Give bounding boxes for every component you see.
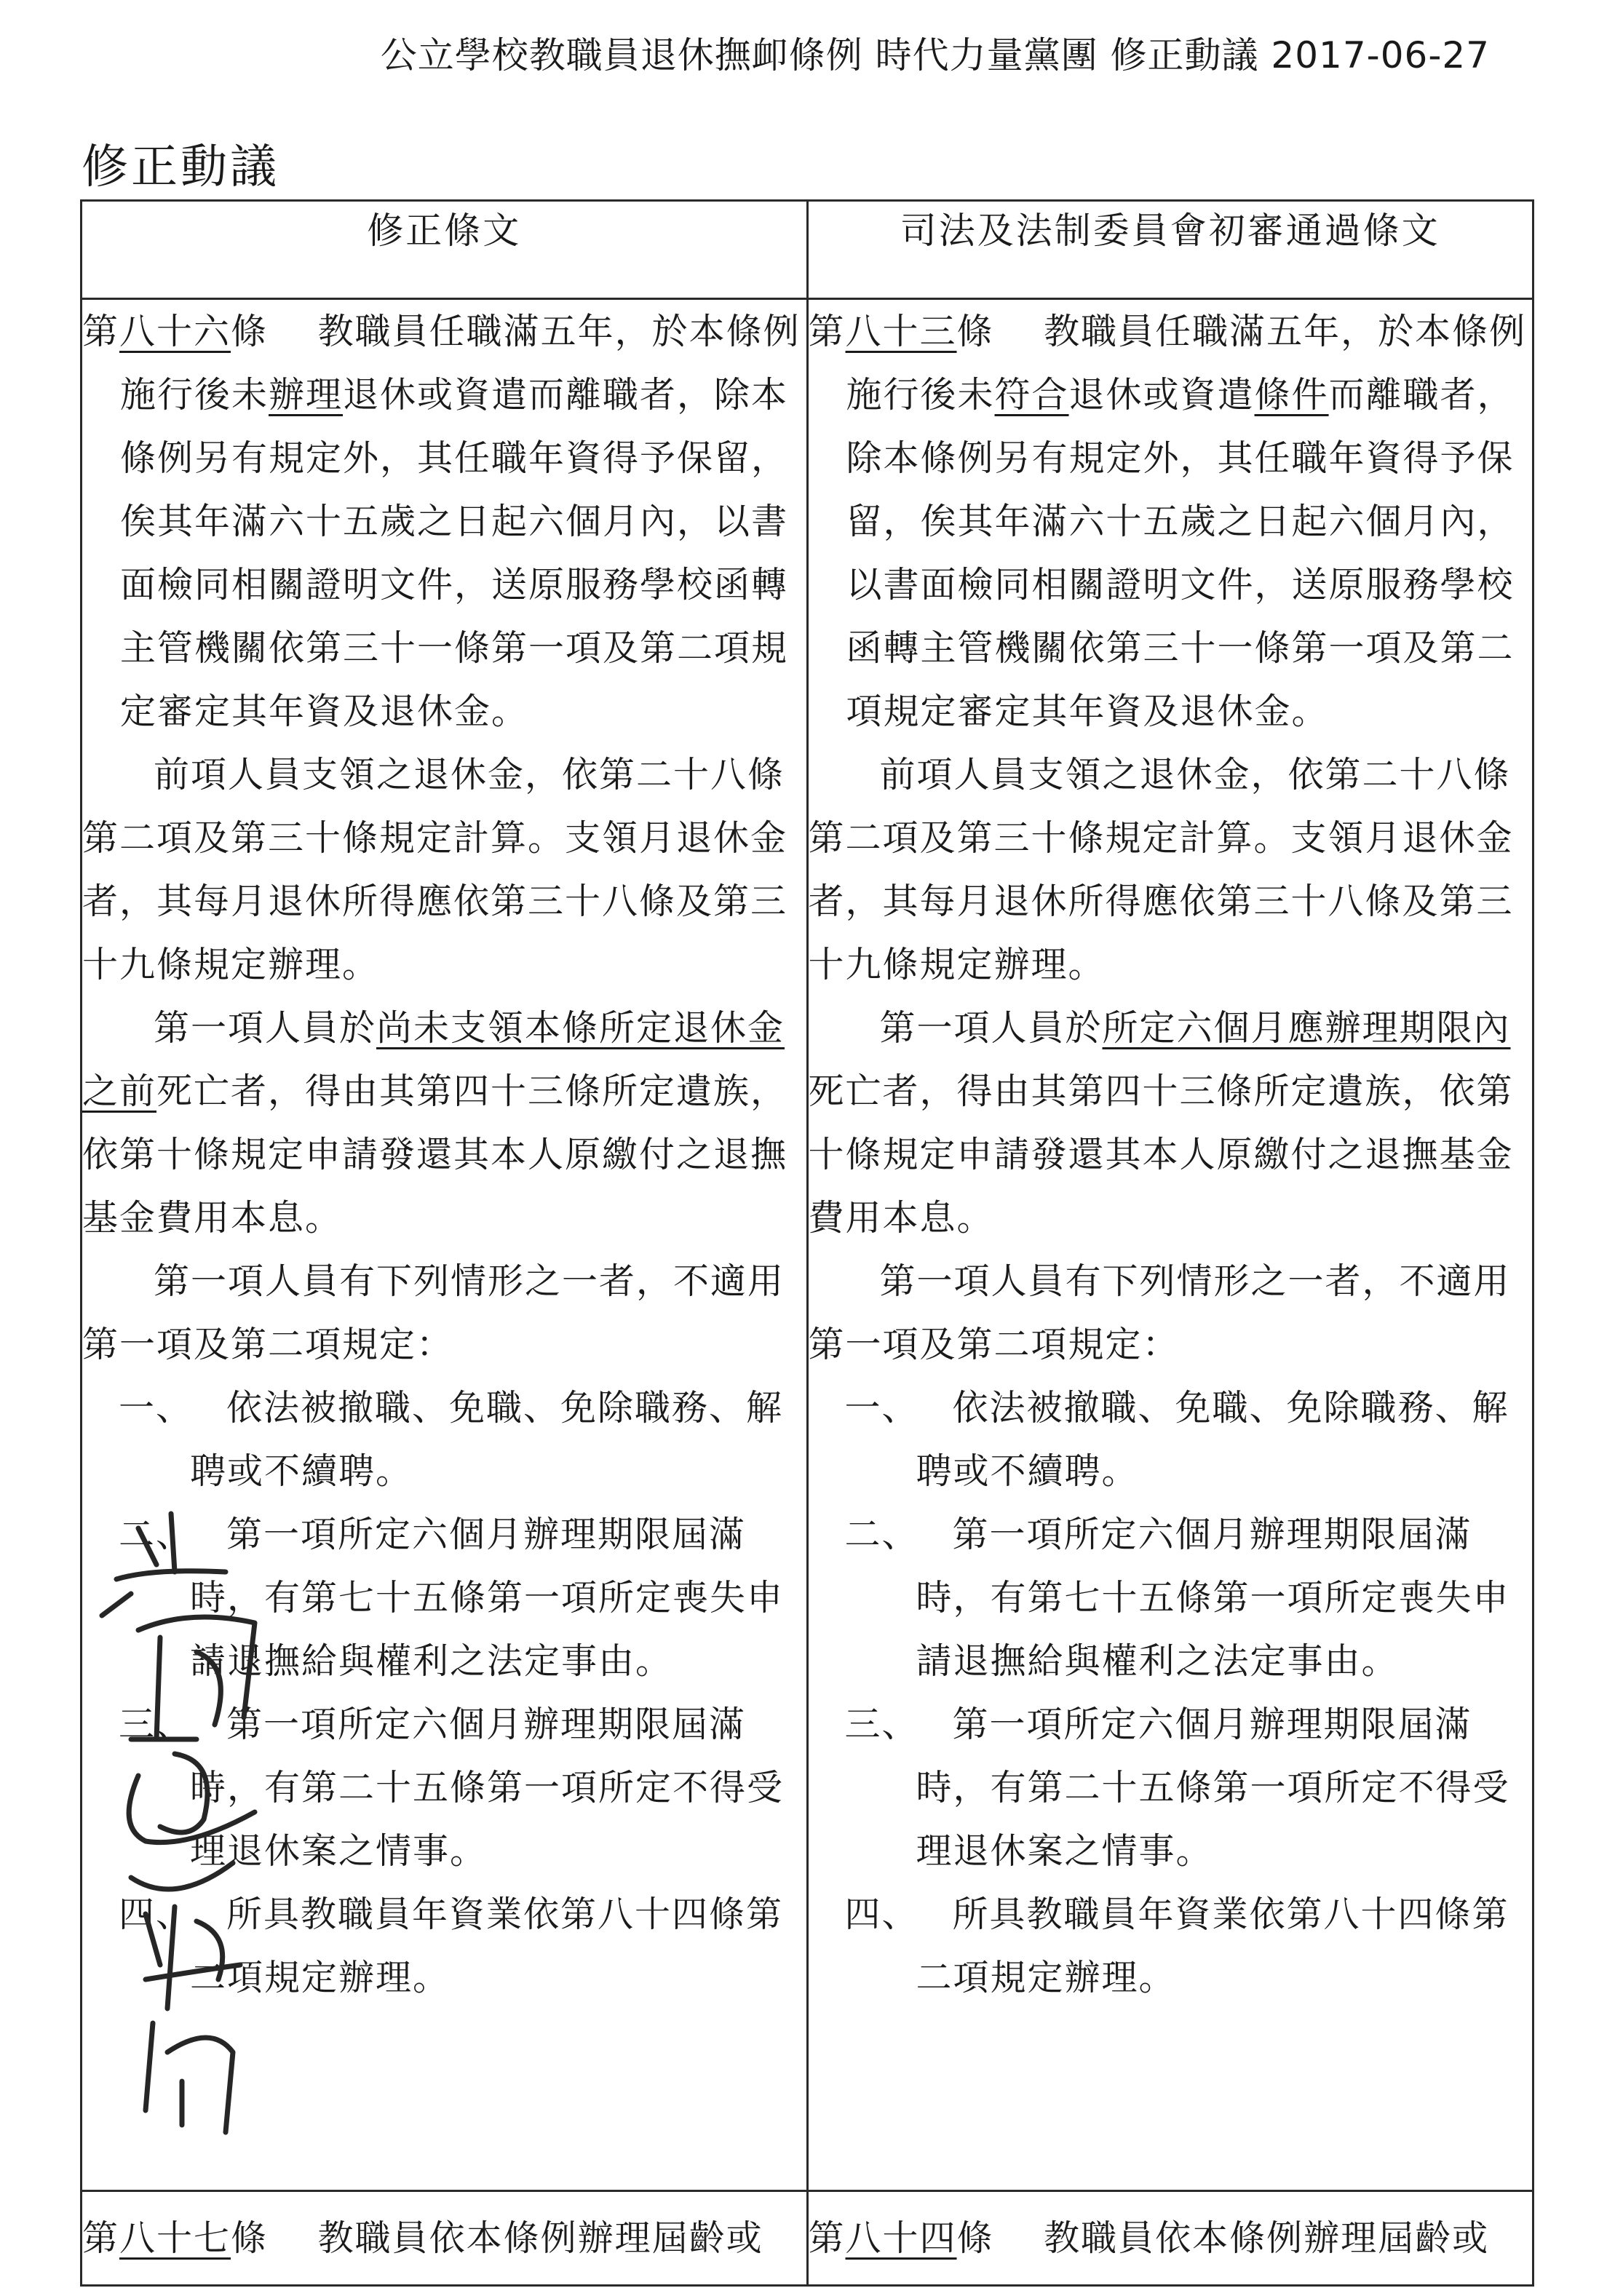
comparison-table [80, 199, 1534, 2287]
article-paragraph-2: 前項人員支領之退休金，依第二十八條第二項及第三十條規定計算。支領月退休金者，其每月退休所得應依第三十八條及第三十九條規定辦理。 [808, 754, 1514, 985]
article-paragraph-4: 第一項人員有下列情形之一者，不適用第一項及第二項規定： [808, 1260, 1511, 1365]
list-item-3: 三、 第一項所定六個月辦理期限屆滿時，有第二十五條第一項所定不得受理退休案之情事。 [844, 1704, 1510, 1872]
amended-phrase: 符合 [994, 374, 1069, 416]
next-article-row [82, 2191, 1533, 2286]
header-row [82, 201, 1533, 299]
committee-cell-84: 第八十四條 教職員依本條例辦理屆齡或 [807, 2191, 1533, 2286]
article-number: 八十四 [845, 2217, 957, 2259]
list-item-1: 一、 依法被撤職、免職、免除職務、解聘或不續聘。 [844, 1387, 1509, 1492]
amended-phrase: 所定六個月應辦理期限內 [1102, 1007, 1511, 1049]
list-item-1: 一、 依法被撤職、免職、免除職務、解聘或不續聘。 [119, 1387, 784, 1492]
column-header-committee: 司法及法制委員會初審通過條文 [807, 201, 1533, 299]
list-item-2: 二、 第一項所定六個月辦理期限屆滿時，有第七十五條第一項所定喪失申請退撫給與權利之法定事由。 [119, 1514, 785, 1682]
article-paragraph-3: 第一項人員於所定六個月應辦理期限內死亡者，得由其第四十三條所定遺族，依第十條規定申請發還其本人原繳付之退撫基金費用本息。 [808, 1007, 1514, 1239]
committee-cell-83 [807, 299, 1533, 2191]
amended-phrase: 尚未支領本條所定退休金之前 [82, 1007, 785, 1112]
list-item-4: 四、 所具教職員年資業依第八十四條第二項規定辦理。 [844, 1894, 1509, 1998]
list-item-3: 三、 第一項所定六個月辦理期限屆滿時，有第二十五條第一項所定不得受理退休案之情事。 [119, 1704, 785, 1872]
article-paragraph-1: 第八十三條 教職員任職滿五年，於本條例施行後未符合退休或資遣條件而離職者，除本條例另有規定外，其任職年資得予保留，俟其年滿六十五歲之日起六個月內，以書面檢同相關證明文件，送原服務學校函轉主管機關依第三十一條第一項及第二項規定審定其年資及退休金。 [808, 311, 1527, 732]
document-header: 公立學校教職員退休撫卹條例 時代力量黨團 修正動議 2017-06-27 [380, 34, 1490, 76]
handwritten-signature-icon [87, 1499, 284, 2154]
amended-phrase: 條件 [1254, 374, 1329, 416]
article-number: 八十七 [119, 2217, 231, 2259]
list-item-2: 二、 第一項所定六個月辦理期限屆滿時，有第七十五條第一項所定喪失申請退撫給與權利之法定事由。 [844, 1514, 1510, 1682]
article-paragraph-2: 前項人員支領之退休金，依第二十八條第二項及第三十條規定計算。支領月退休金者，其每月退休所得應依第三十八條及第三十九條規定辦理。 [82, 754, 788, 985]
article-number: 八十六 [119, 311, 231, 352]
column-header-amendment: 修正條文 [82, 201, 808, 299]
article-paragraph-1: 第八十六條 教職員任職滿五年，於本條例施行後未辦理退休或資遣而離職者，除本條例另有規定外，其任職年資得予保留，俟其年滿六十五歲之日起六個月內，以書面檢同相關證明文件，送原服務學校函轉主管機關依第三十一條第一項及第二項規定審定其年資及退休金。 [82, 311, 801, 732]
amended-phrase: 辦理 [269, 374, 344, 416]
page-title: 修正動議 [82, 140, 279, 194]
article-row [82, 299, 1533, 2191]
article-number: 八十三 [845, 311, 957, 352]
list-item-4: 四、 所具教職員年資業依第八十四條第二項規定辦理。 [119, 1894, 784, 1998]
article-paragraph-3: 第一項人員於尚未支領本條所定退休金之前死亡者，得由其第四十三條所定遺族，依第十條規定申請發還其本人原繳付之退撫基金費用本息。 [82, 1007, 788, 1239]
article-paragraph-4: 第一項人員有下列情形之一者，不適用第一項及第二項規定： [82, 1260, 785, 1365]
amendment-cell-87: 第八十七條 教職員依本條例辦理屆齡或 [82, 2191, 808, 2286]
